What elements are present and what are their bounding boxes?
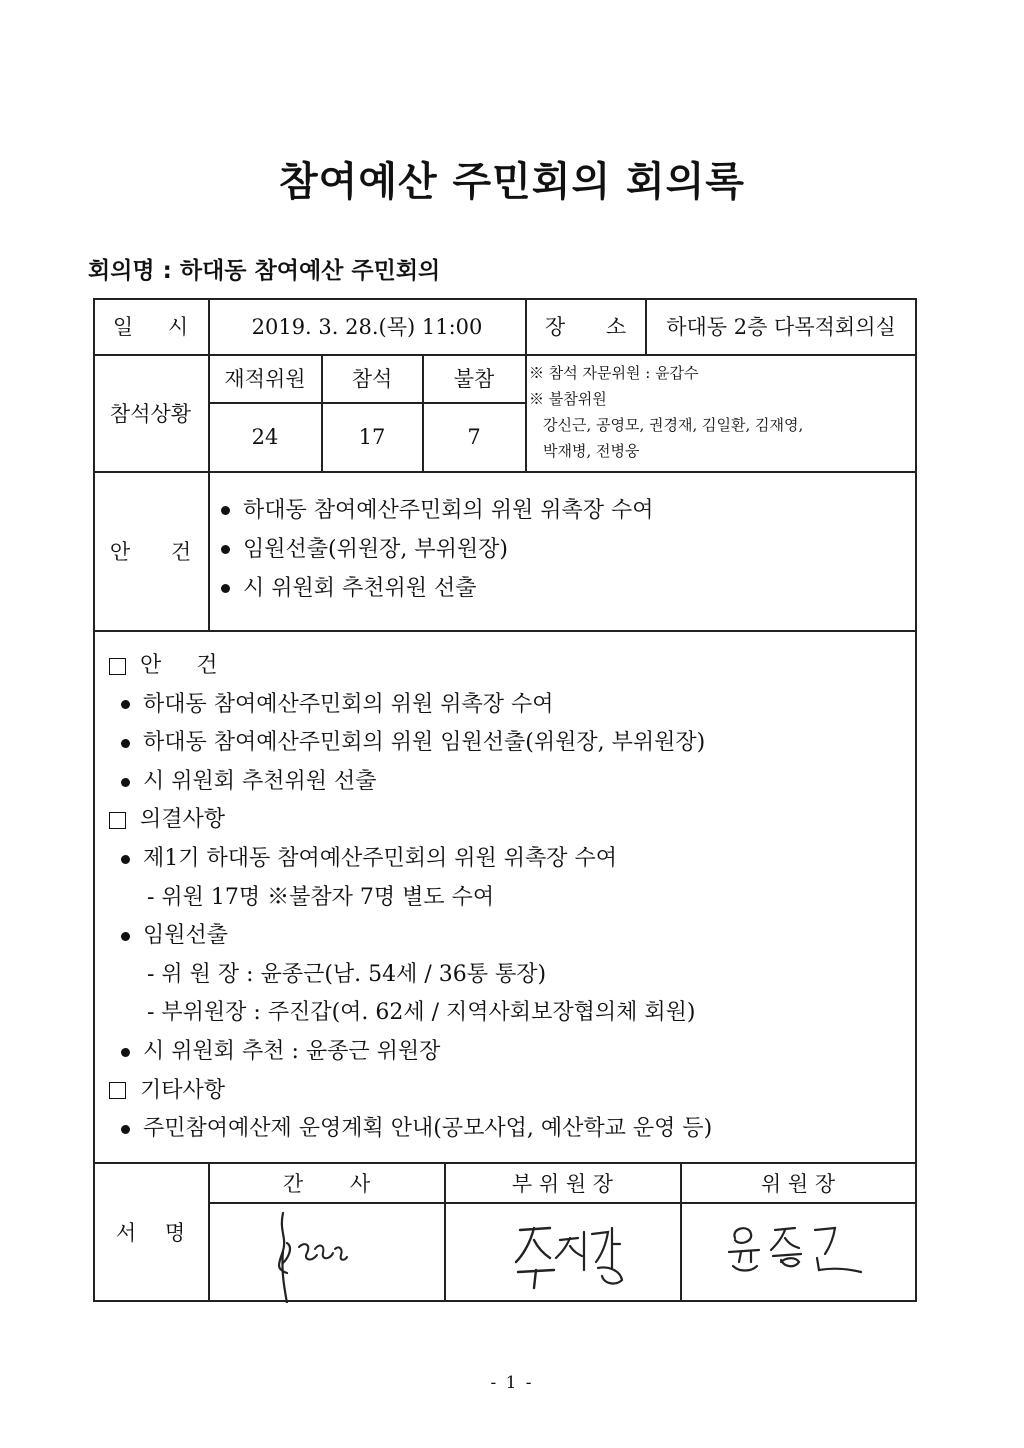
meeting-name: 회의명 : 하대동 참여예산 주민회의 <box>88 258 441 284</box>
bullet-icon <box>121 778 130 787</box>
divider <box>93 471 917 473</box>
bullet-icon <box>121 700 130 709</box>
role-vice-chair: 부 위 원 장 <box>511 1171 614 1196</box>
list-subitem: - 위 원 장 : 윤종근(남. 54세 / 36통 통장) <box>147 961 547 987</box>
attendance-present: 17 <box>358 425 386 449</box>
list-subitem: - 위원 17명 ※불참자 7명 별도 수여 <box>147 884 495 910</box>
bullet-icon <box>121 739 130 748</box>
list-item: 주민참여예산제 운영계획 안내(공모사업, 예산학교 운영 등) <box>109 1110 712 1149</box>
agenda-label: 안 건 <box>109 540 192 564</box>
bullet-icon <box>221 584 230 593</box>
checkbox-square-icon <box>109 812 126 829</box>
checkbox-square-icon <box>109 1082 126 1099</box>
agenda-item: 하대동 참여예산주민회의 위원 위촉장 수여 <box>221 491 654 530</box>
agenda-list <box>221 491 654 608</box>
agenda-item: 임원선출(위원장, 부위원장) <box>221 530 654 569</box>
signature-secretary <box>253 1203 373 1303</box>
signature-vice-chair <box>508 1210 638 1300</box>
place-label: 장 소 <box>544 315 627 339</box>
list-item: 제1기 하대동 참여예산주민회의 위원 위촉장 수여 <box>109 840 712 879</box>
section-heading: 안 건 <box>109 647 712 686</box>
minutes-table <box>93 298 917 1301</box>
note-line: 강신근, 공영모, 권경재, 김일환, 김재영, <box>543 416 804 434</box>
bullet-icon <box>221 545 230 554</box>
list-item: 임원선출 <box>109 917 712 956</box>
section-heading: 기타사항 <box>109 1072 712 1111</box>
checkbox-square-icon <box>109 658 126 675</box>
agenda-item: 시 위원회 추천위원 선출 <box>221 569 654 608</box>
section-heading: 의결사항 <box>109 801 712 840</box>
page-number: - 1 - <box>490 1373 534 1393</box>
place-value: 하대동 2층 다목적회의실 <box>666 315 896 339</box>
signature-chair <box>721 1216 871 1286</box>
signature-label: 서 명 <box>115 1220 186 1245</box>
bullet-icon <box>221 506 230 515</box>
list-subitem: - 부위원장 : 주진갑(여. 62세 / 지역사회보장협의체 회원) <box>147 1000 696 1026</box>
bullet-icon <box>121 1048 130 1057</box>
table-border-right <box>915 298 917 1301</box>
list-item: 시 위원회 추천 : 윤종근 위원장 <box>109 1033 712 1072</box>
minutes-body <box>109 647 712 1149</box>
bullet-icon <box>121 1125 130 1134</box>
list-item: 하대동 참여예산주민회의 위원 위촉장 수여 <box>109 686 712 725</box>
datetime-value: 2019. 3. 28.(목) 11:00 <box>251 315 483 339</box>
bullet-icon <box>121 932 130 941</box>
role-secretary: 간 사 <box>282 1171 371 1196</box>
datetime-label: 일 시 <box>112 315 189 339</box>
role-chair: 위 원 장 <box>760 1171 836 1196</box>
divider <box>93 630 917 632</box>
list-item: 시 위원회 추천위원 선출 <box>109 763 712 802</box>
list-item: 하대동 참여예산주민회의 위원 임원선출(위원장, 부위원장) <box>109 724 712 763</box>
page-title: 참여예산 주민회의 회의록 <box>279 159 745 205</box>
note-line: ※ 불참위원 <box>529 390 607 408</box>
attendance-total: 24 <box>251 425 279 449</box>
attendance-notes <box>529 360 803 464</box>
attendance-header: 재적위원 <box>224 367 306 391</box>
attendance-absent: 7 <box>467 425 481 449</box>
attendance-header: 참석 <box>351 367 393 391</box>
attendance-header: 불참 <box>453 367 495 391</box>
note-line: ※ 참석 자문위원 : 윤갑수 <box>529 364 699 382</box>
note-line: 박재병, 전병웅 <box>543 442 640 460</box>
attendance-label: 참석상황 <box>109 401 192 426</box>
bullet-icon <box>121 855 130 864</box>
table-border-bottom <box>93 1300 917 1302</box>
